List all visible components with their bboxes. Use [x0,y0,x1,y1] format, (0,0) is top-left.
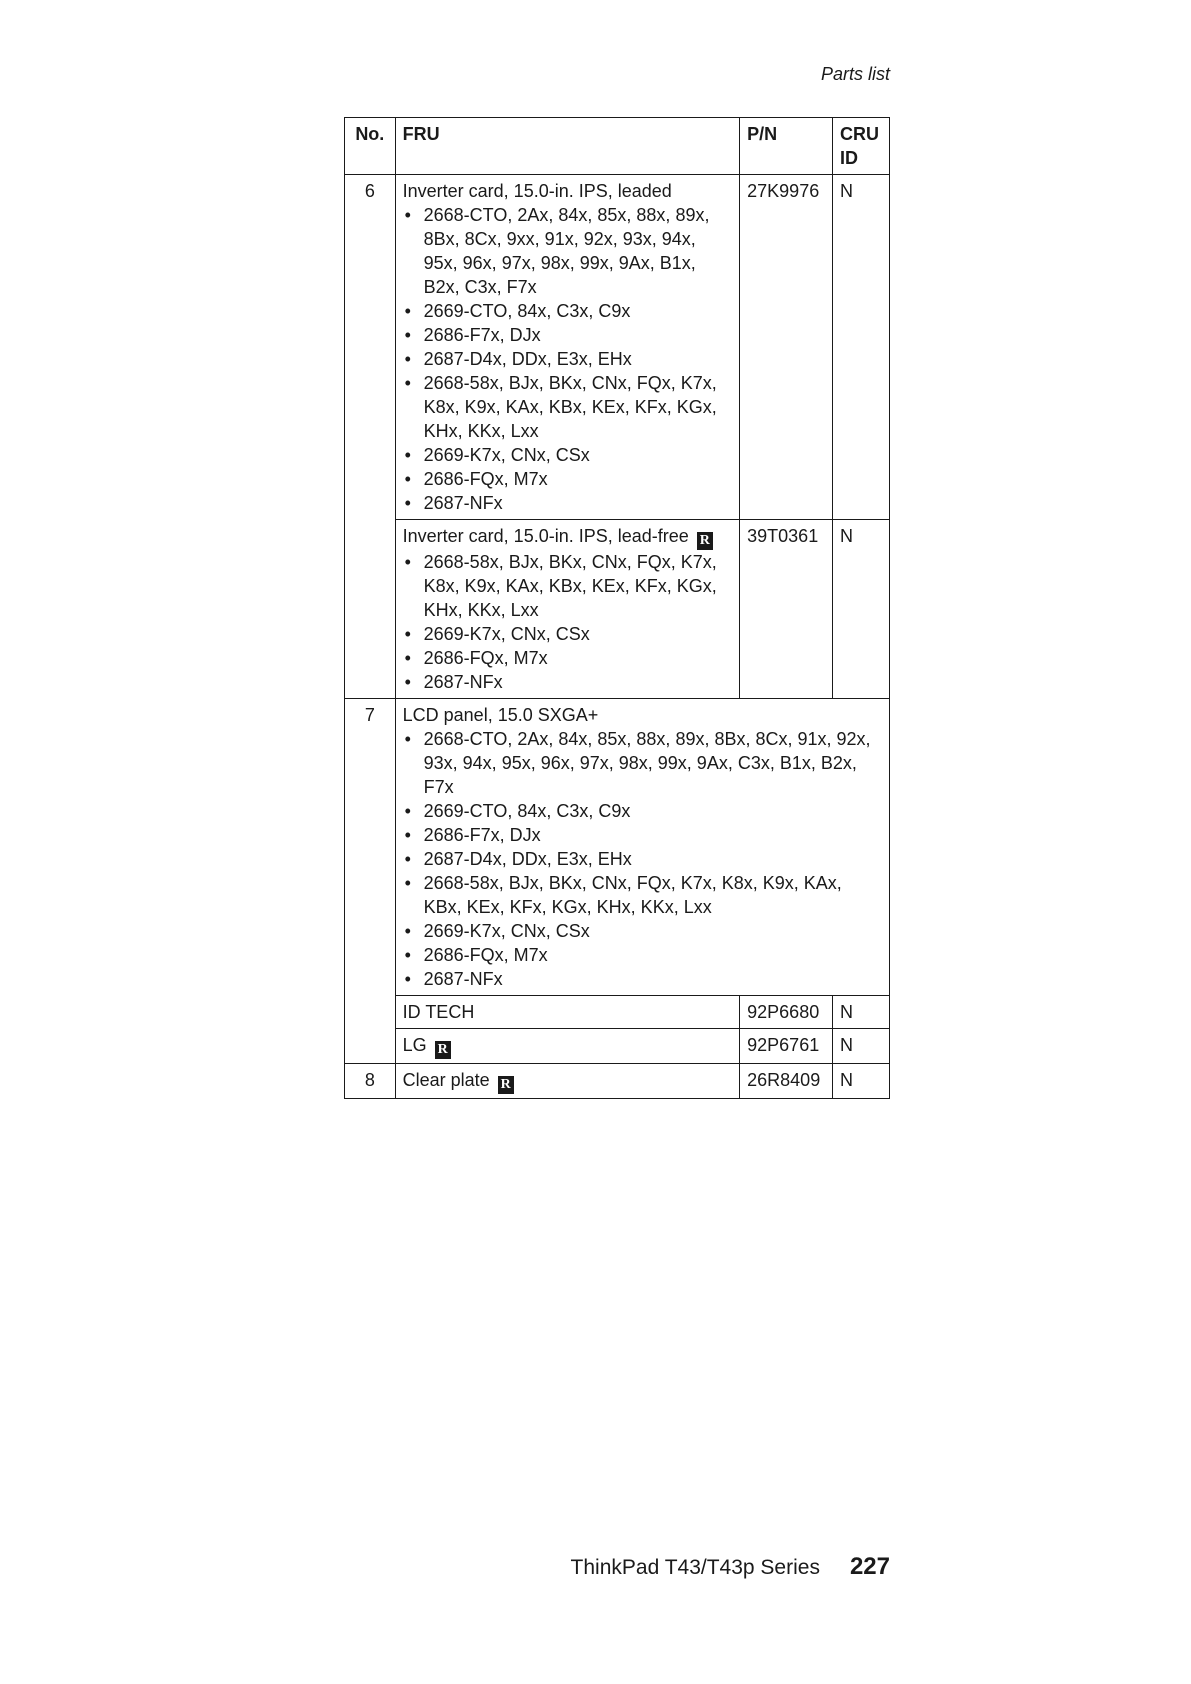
part-number: 92P6680 [740,996,833,1029]
fru-vendor [395,1029,740,1064]
list-item: • 2669-CTO, 84x, C3x, C9x [403,299,733,323]
cru-id: N [833,520,890,699]
list-item: • 2669-K7x, CNx, CSx [403,443,733,467]
part-number: 39T0361 [740,520,833,699]
item-number: 6 [345,175,396,699]
fru-cell [395,699,889,996]
table-row [345,1029,890,1064]
fru-cell [395,1064,740,1099]
list-item: • 2668-58x, BJx, BKx, CNx, FQx, K7x, K8x, K9x, KAx, KBx, KEx, KFx, KGx, KHx, KKx, Lxx [403,871,882,919]
list-item: • 2669-CTO, 84x, C3x, C9x [403,799,882,823]
model-list [403,203,733,515]
restricted-mark-icon: R [498,1076,514,1094]
book-title: ThinkPad T43/T43p Series [570,1556,820,1579]
table-row [345,1064,890,1099]
table-row [345,520,890,699]
fru-vendor-text: LG [402,1035,427,1055]
item-number: 7 [345,699,396,1064]
list-item: • 2687-NFx [403,491,733,515]
part-number: 26R8409 [740,1064,833,1099]
page-footer [571,1553,890,1581]
fru-cell [395,520,740,699]
part-number: 27K9976 [740,175,833,520]
cru-id: N [833,1029,890,1064]
page-number: 227 [849,1553,890,1580]
table-row [345,996,890,1029]
table-row [345,175,890,520]
fru-cell [395,175,740,520]
cru-id: N [833,175,890,520]
table-row [345,699,890,996]
header-pn: P/N [740,118,833,175]
list-item: • 2687-NFx [403,670,733,694]
list-item: • 2668-58x, BJx, BKx, CNx, FQx, K7x, K8x, K9x, KAx, KBx, KEx, KFx, KGx, KHx, KKx, Lxx [403,550,733,622]
fru-description [403,524,733,550]
fru-description: Inverter card, 15.0-in. IPS, leaded [402,181,672,201]
list-item: • 2686-FQx, M7x [403,943,882,967]
fru-vendor: ID TECH [395,996,740,1029]
restricted-mark-icon: R [435,1041,451,1059]
item-number: 8 [345,1064,396,1099]
fru-description: LCD panel, 15.0 SXGA+ [402,705,599,725]
list-item: • 2669-K7x, CNx, CSx [403,919,882,943]
list-item: • 2686-FQx, M7x [403,646,733,670]
list-item: • 2668-CTO, 2Ax, 84x, 85x, 88x, 89x, 8Bx, 8Cx, 91x, 92x, 93x, 94x, 95x, 96x, 97x, 98x, 99x, 9Ax, C3x, B1x, B2x, F7x [403,727,882,799]
part-number: 92P6761 [740,1029,833,1064]
list-item: • 2669-K7x, CNx, CSx [403,622,733,646]
header-fru: FRU [395,118,740,175]
model-list [403,550,733,694]
parts-table [344,117,890,1099]
list-item: • 2687-NFx [403,967,882,991]
fru-description-text: Inverter card, 15.0-in. IPS, lead-free [402,526,689,546]
fru-description-text: Clear plate [402,1070,490,1090]
model-list [403,727,882,991]
list-item: • 2668-CTO, 2Ax, 84x, 85x, 88x, 89x, 8Bx, 8Cx, 9xx, 91x, 92x, 93x, 94x, 95x, 96x, 97x, 98x, 99x, 9Ax, B1x, B2x, C3x, F7x [403,203,733,299]
header-cru-id: CRU ID [833,118,890,175]
running-head: Parts list [820,64,890,84]
list-item: • 2686-F7x, DJx [403,823,882,847]
restricted-mark-icon: R [697,532,713,550]
list-item: • 2686-FQx, M7x [403,467,733,491]
table-header-row [345,118,890,175]
cru-id: N [833,996,890,1029]
cru-id: N [833,1064,890,1099]
list-item: • 2686-F7x, DJx [403,323,733,347]
list-item: • 2687-D4x, DDx, E3x, EHx [403,347,733,371]
list-item: • 2668-58x, BJx, BKx, CNx, FQx, K7x, K8x, K9x, KAx, KBx, KEx, KFx, KGx, KHx, KKx, Lxx [403,371,733,443]
list-item: • 2687-D4x, DDx, E3x, EHx [403,847,882,871]
header-no: No. [345,118,396,175]
